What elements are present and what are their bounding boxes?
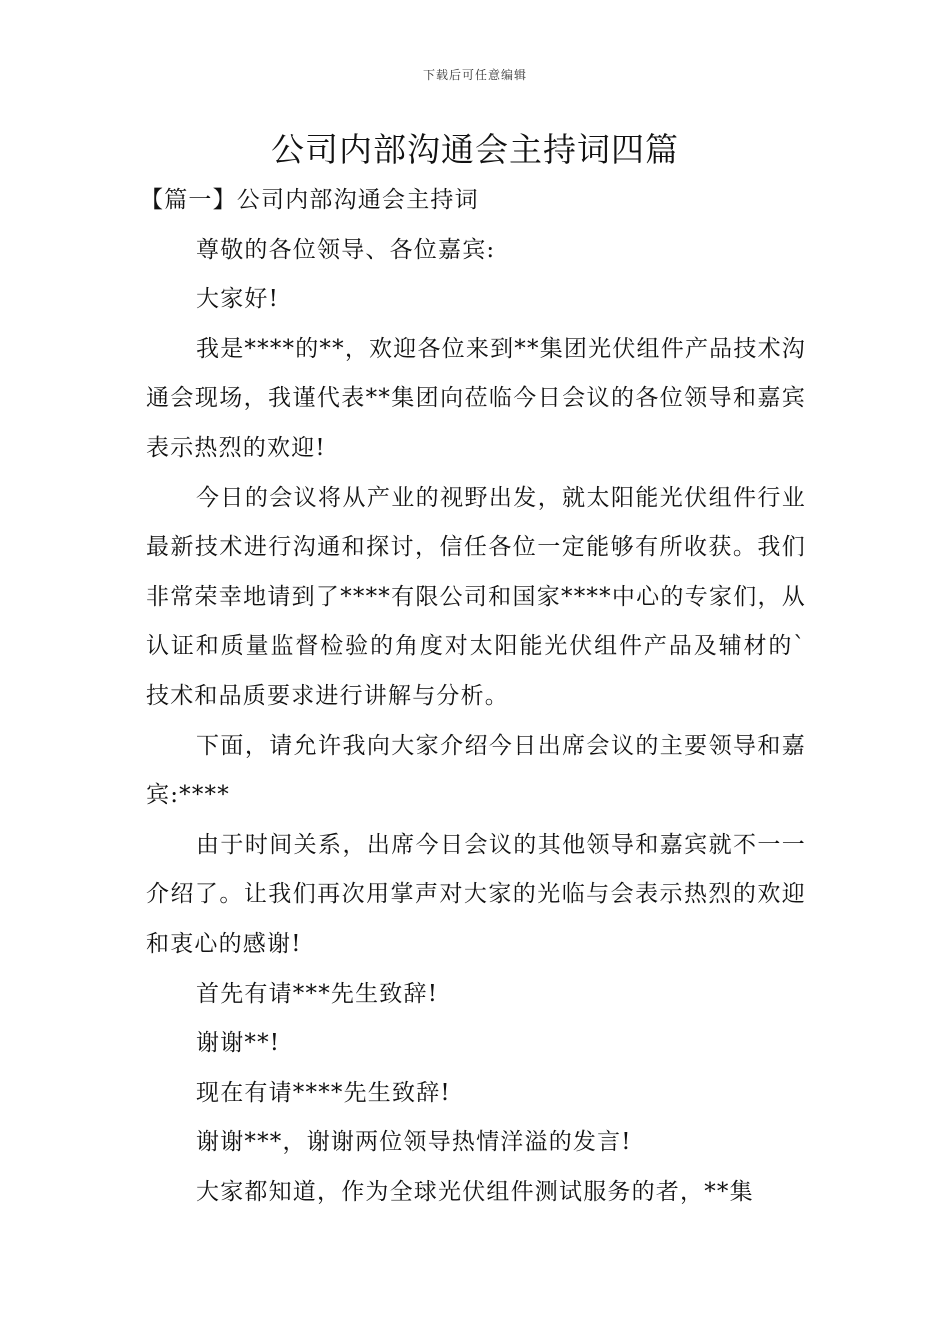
paragraph: 大家都知道，作为全球光伏组件测试服务的者，**集 [196, 1178, 754, 1205]
paragraph: 首先有请***先生致辞! [196, 980, 439, 1007]
paragraph: 尊敬的各位领导、各位嘉宾: [196, 236, 496, 263]
paragraph: 下面，请允许我向大家介绍今日出席会议的主要领导和嘉宾:**** [146, 732, 806, 809]
document-title: 公司内部沟通会主持词四篇 [271, 130, 679, 169]
paragraph: 由于时间关系，出席今日会议的其他领导和嘉宾就不一一介绍了。让我们再次用掌声对大家的光临与会表示热烈的欢迎和衷心的感谢! [146, 831, 806, 957]
paragraph: 谢谢**! [196, 1030, 281, 1057]
paragraph: 谢谢***，谢谢两位领导热情洋溢的发言! [196, 1129, 632, 1156]
paragraph: 我是****的**，欢迎各位来到**集团光伏组件产品技术沟通会现场，我谨代表**集团向莅临今日会议的各位领导和嘉宾表示热烈的欢迎! [146, 335, 806, 461]
paragraph: 今日的会议将从产业的视野出发，就太阳能光伏组件行业最新技术进行沟通和探讨，信任各位一定能够有所收获。我们非常荣幸地请到了****有限公司和国家****中心的专家们，从认证和质量监督检验的角度对太阳能光伏组件产品及辅材的`技术和品质要求进行讲解与分析。 [146, 484, 806, 709]
header-note: 下载后可任意编辑 [422, 68, 527, 82]
paragraph: 大家好! [196, 286, 280, 313]
paragraph: 现在有请****先生致辞! [196, 1079, 451, 1106]
document-body [140, 176, 806, 1217]
section-heading: 【篇一】公司内部沟通会主持词 [140, 187, 479, 213]
